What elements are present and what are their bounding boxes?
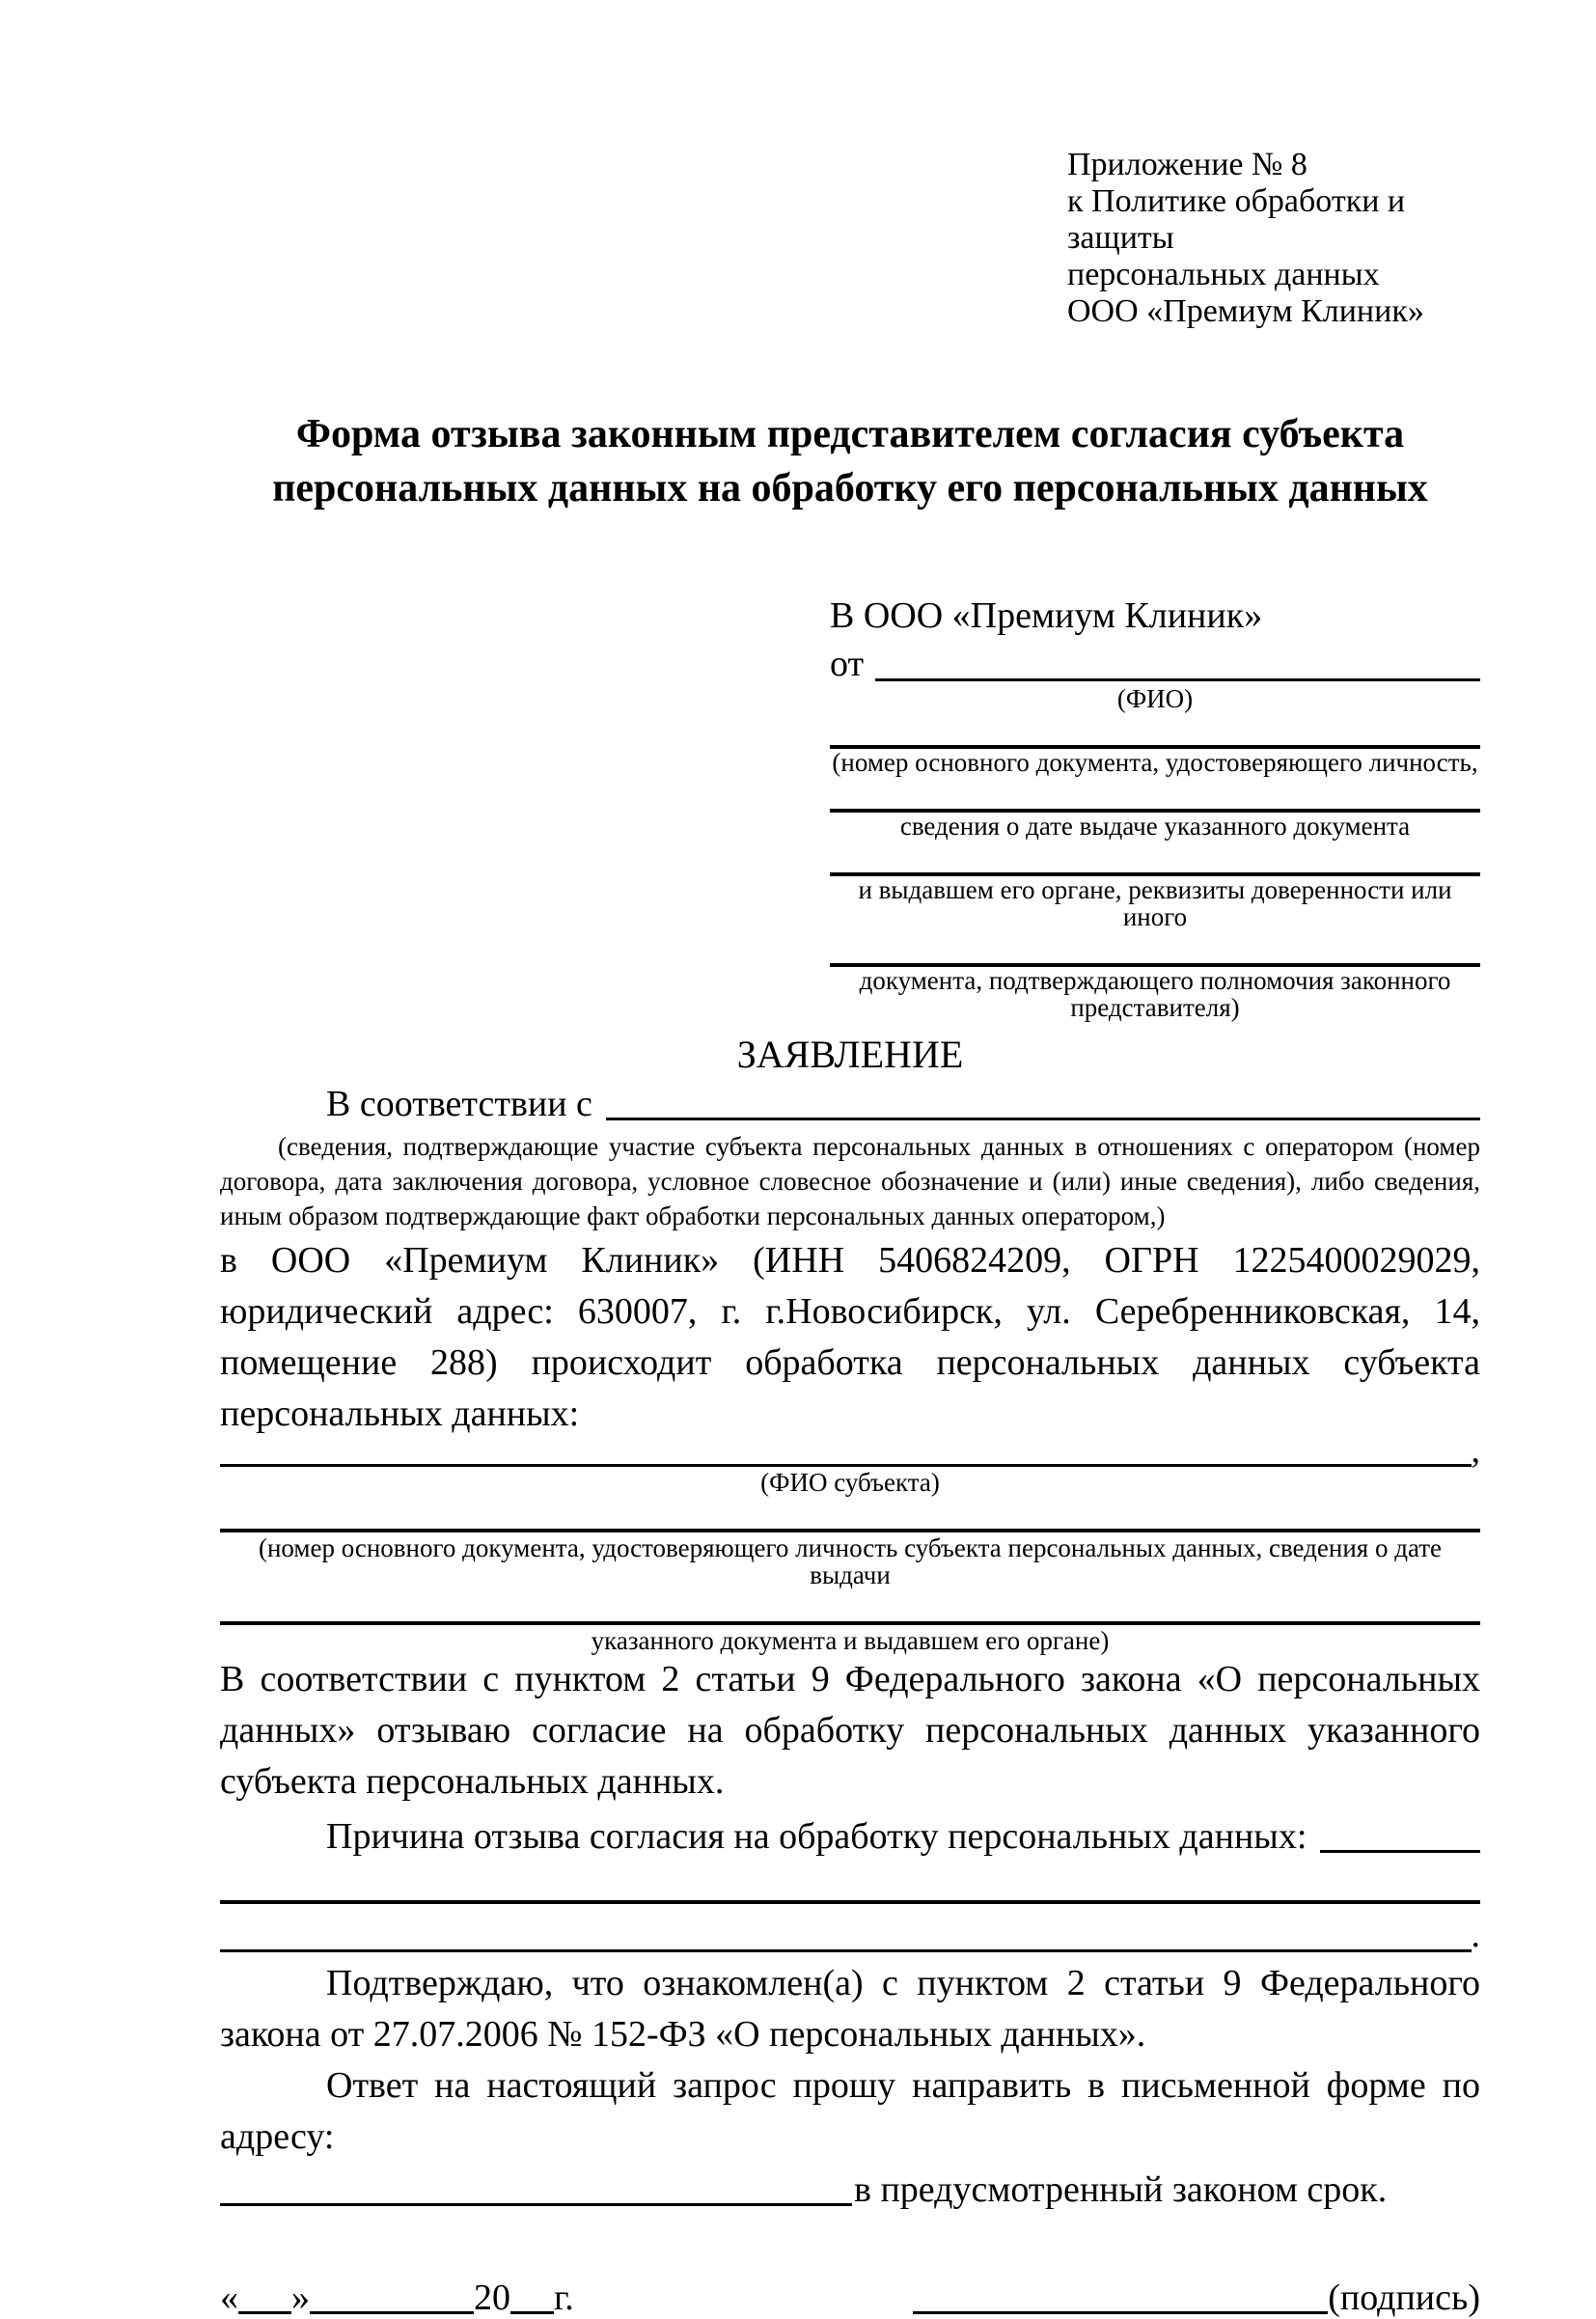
document-title-line: персональных данных на обработку его персональных данных [272, 466, 1428, 511]
operator-paragraph: в ООО «Премиум Клиник» (ИНН 5406824209, ОГРН 1225400029029, юридический адрес: 630007, г. г.Новосибирск, ул. Серебренниковская, 14, помещение 288) происходит обработка персональных данных субъекта персональных данных: [220, 1240, 1480, 1434]
appendix-header-line: Приложение № 8 [1067, 147, 1307, 182]
reason-continuation-blank-line [220, 1871, 1480, 1904]
withdrawal-paragraph: В соответствии с пунктом 2 статьи 9 Федерального закона «О персональных данных» отзываю согласие на обработку персональных данных указанного субъекта персональных данных. [220, 1659, 1480, 1802]
confirmation-paragraph: Подтверждаю, что ознакомлен(а) с пунктом 2 статьи 9 Федерального закона от 27.07.2006 № 152-ФЗ «О персональных данных». [220, 1963, 1480, 2055]
reason-continuation-blank-line [220, 1949, 1472, 1952]
reply-address-field [220, 2163, 1480, 2211]
issue-date-blank-line [830, 776, 1480, 813]
signature-caption: (подпись) [1328, 2278, 1480, 2318]
appendix-header-line: персональных данных [1067, 257, 1380, 292]
document-number-blank-line [830, 712, 1480, 749]
reply-tail: в предусмотренный законом срок. [854, 2169, 1388, 2210]
field-caption: (номер основного документа, удостоверяющего личность, [832, 748, 1478, 777]
signature-row [220, 2271, 1480, 2319]
date-field [220, 2277, 574, 2319]
subject-document-blank-line [220, 1588, 1480, 1625]
from-field [830, 639, 1480, 685]
subject-fio-caption: (ФИО субъекта) [760, 1468, 940, 1497]
signature-blank-line [913, 2311, 1328, 2314]
subject-fio-field [220, 1430, 1480, 1471]
quote-open: « [220, 2278, 238, 2318]
field-caption: и выдавшем его органе, реквизиты доверенности или иного [858, 875, 1452, 931]
from-label: от [830, 644, 865, 684]
day-blank-line [238, 2311, 291, 2314]
subject-document-caption: указанного документа и выдавшем его органе) [591, 1626, 1110, 1655]
field-caption: документа, подтверждающего полномочия законного представителя) [859, 966, 1451, 1022]
statement-heading: ЗАЯВЛЕНИЕ [736, 1033, 964, 1076]
accordance-note: (сведения, подтверждающие участие субъекта персональных данных в отношениях с оператором (номер договора, дата заключения договора, условное словесное обозначение и (или) иные сведения), либо сведения, иным образом подтверждающие факт обработки персональных данных оператором,) [220, 1132, 1480, 1230]
reply-address-blank-line [220, 2203, 852, 2206]
signature-field [913, 2277, 1480, 2319]
reason-field [220, 1809, 1480, 1858]
addressee-organization: В ООО «Премиум Клиник» [830, 595, 1263, 636]
subject-document-caption: (номер основного документа, удостоверяющего личность субъекта персональных данных, сведения о дате выдачи [258, 1533, 1443, 1589]
appendix-header [1067, 147, 1480, 330]
year-blank-line [510, 2311, 554, 2314]
issuing-authority-blank-line [830, 840, 1480, 876]
reason-blank-line [1320, 1850, 1480, 1853]
field-caption: сведения о дате выдаче указанного документа [899, 812, 1411, 841]
accordance-label: В соответствии с [326, 1084, 592, 1124]
reason-label: Причина отзыва согласия на обработку персональных данных: [326, 1816, 1307, 1857]
appendix-header-line: к Политике обработки и защиты [1067, 183, 1406, 256]
month-blank-line [310, 2311, 474, 2314]
reason-continuation-field [220, 1916, 1480, 1954]
document-title-line: Форма отзыва законным представителем согласия субъекта [295, 412, 1405, 456]
accordance-blank-line [606, 1118, 1480, 1120]
year-suffix: г. [554, 2278, 574, 2318]
appendix-header-line: ООО «Премиум Клиник» [1067, 293, 1424, 329]
trailing-comma: , [1471, 1430, 1480, 1471]
trailing-period: . [1471, 1915, 1480, 1955]
fio-caption: (ФИО) [1116, 684, 1194, 713]
representative-authority-blank-line [830, 930, 1480, 967]
accordance-field [220, 1079, 1480, 1125]
quote-close: » [291, 2278, 310, 2318]
reply-request-line: Ответ на настоящий запрос прошу направить в письменной форме по адресу: [220, 2065, 1480, 2157]
addressee-block [830, 593, 1480, 1021]
from-blank-line [875, 678, 1480, 681]
document-title [220, 407, 1480, 515]
subject-document-blank-line [220, 1496, 1480, 1532]
subject-fio-blank-line [220, 1464, 1472, 1467]
year-prefix: 20 [474, 2278, 510, 2318]
